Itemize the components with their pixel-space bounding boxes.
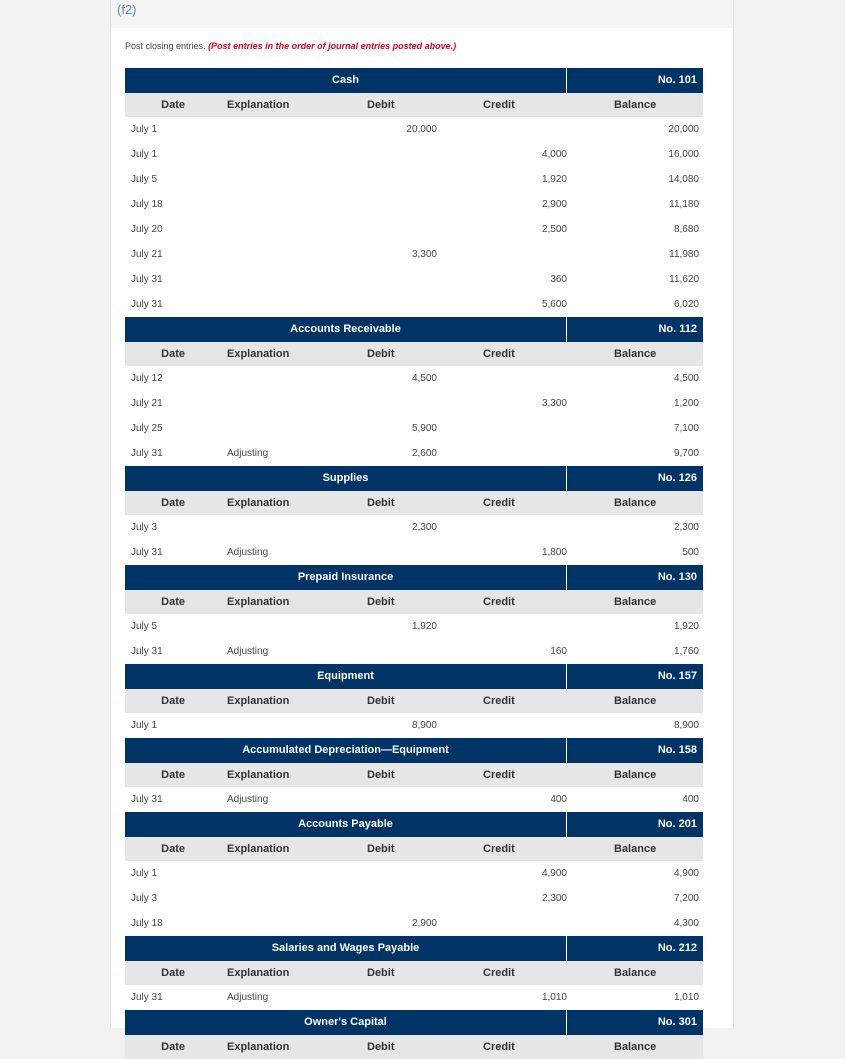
ledger-account (125, 68, 703, 317)
entry-balance: 11,980 (669, 249, 699, 260)
header-explanation: Explanation (227, 596, 290, 608)
entry-date: July 5 (131, 174, 158, 185)
entry-debit (361, 267, 437, 292)
column-header-row (125, 93, 703, 117)
entry-gap (437, 886, 467, 911)
account-title-bar (125, 466, 703, 491)
entry-balance: 1,200 (673, 398, 699, 409)
header-debit: Debit (367, 348, 395, 360)
ledger-row (125, 242, 703, 267)
header-explanation: Explanation (227, 1041, 290, 1053)
entry-explanation (221, 391, 361, 416)
entry-balance: 20,000 (668, 124, 699, 135)
entry-credit (467, 713, 567, 738)
header-date: Date (161, 348, 185, 360)
header-credit: Credit (483, 695, 515, 707)
entry-gap (437, 366, 467, 391)
entry-debit: 4,500 (411, 373, 437, 384)
header-credit: Credit (483, 348, 515, 360)
entry-debit (361, 985, 437, 1010)
entry-credit: 3,300 (541, 398, 567, 409)
entry-date: July 21 (131, 249, 163, 260)
entry-date: July 31 (131, 646, 163, 657)
entry-explanation: Adjusting (227, 992, 269, 1003)
entry-credit (467, 614, 567, 639)
column-header-row (125, 491, 703, 515)
ledger-row (125, 117, 703, 142)
account-title-bar (125, 936, 703, 961)
account-title-bar (125, 317, 703, 342)
entry-gap (437, 639, 467, 664)
header-debit: Debit (367, 843, 395, 855)
header-date: Date (161, 769, 185, 781)
entry-debit (361, 192, 437, 217)
entry-date: July 31 (131, 794, 163, 805)
header-gap (437, 342, 467, 366)
entry-date: July 18 (131, 199, 163, 210)
account-number: No. 130 (567, 565, 703, 590)
entry-explanation (221, 142, 361, 167)
ledger-row (125, 515, 703, 540)
ledger-account (125, 812, 703, 936)
entry-explanation (221, 416, 361, 441)
entry-credit: 160 (550, 646, 567, 657)
entry-explanation (221, 217, 361, 242)
instructions-note: (Post entries in the order of journal entries posted above.) (208, 41, 457, 51)
entry-gap (437, 167, 467, 192)
account-title-bar (125, 738, 703, 763)
entry-date: July 12 (131, 373, 163, 384)
entry-balance: 4,500 (673, 373, 699, 384)
header-date: Date (161, 695, 185, 707)
entry-debit: 8,900 (411, 720, 437, 731)
header-explanation: Explanation (227, 843, 290, 855)
entry-credit (467, 515, 567, 540)
ledger-row (125, 540, 703, 565)
entry-debit (361, 886, 437, 911)
ledger-row (125, 886, 703, 911)
entry-balance: 500 (682, 547, 699, 558)
entry-credit (467, 242, 567, 267)
header-date: Date (161, 596, 185, 608)
entry-date: July 1 (131, 124, 158, 135)
ledger-row (125, 267, 703, 292)
ledger-account (125, 565, 703, 664)
entry-debit: 2,300 (411, 522, 437, 533)
account-name: Salaries and Wages Payable (125, 936, 566, 961)
entry-gap (437, 614, 467, 639)
column-header-row (125, 590, 703, 614)
account-number: No. 112 (567, 317, 703, 342)
column-header-row (125, 342, 703, 366)
account-number: No. 301 (567, 1010, 703, 1035)
header-debit: Debit (367, 967, 395, 979)
entry-balance: 7,100 (673, 423, 699, 434)
account-title-bar (125, 1010, 703, 1035)
entry-explanation: Adjusting (227, 646, 269, 657)
entry-balance: 11,620 (669, 274, 699, 285)
ledger-row (125, 292, 703, 317)
account-number: No. 212 (567, 936, 703, 961)
entry-explanation (221, 292, 361, 317)
entry-explanation (221, 713, 361, 738)
entry-explanation (221, 167, 361, 192)
entry-date: July 1 (131, 149, 158, 160)
entry-debit (361, 540, 437, 565)
ledger-row (125, 985, 703, 1010)
instructions-text: Post closing entries. (125, 41, 206, 51)
entry-balance: 6,020 (673, 299, 699, 310)
ledger-account (125, 466, 703, 565)
ledger-account (125, 1010, 703, 1059)
header-debit: Debit (367, 596, 395, 608)
ledger-row (125, 142, 703, 167)
entry-debit (361, 142, 437, 167)
entry-gap (437, 391, 467, 416)
column-header-row (125, 837, 703, 861)
entry-balance: 1,920 (673, 621, 699, 632)
header-balance: Balance (614, 967, 657, 979)
ledger-account (125, 317, 703, 466)
entry-balance: 16,000 (668, 149, 699, 160)
account-number: No. 201 (567, 812, 703, 837)
entry-gap (437, 911, 467, 936)
entry-debit (361, 217, 437, 242)
ledger-row (125, 217, 703, 242)
entry-debit: 2,600 (411, 448, 437, 459)
header-credit: Credit (483, 596, 515, 608)
header-date: Date (161, 843, 185, 855)
entry-credit (467, 911, 567, 936)
entry-date: July 3 (131, 522, 158, 533)
entry-gap (437, 267, 467, 292)
entry-credit: 1,920 (541, 174, 567, 185)
entry-date: July 1 (131, 868, 158, 879)
header-explanation: Explanation (227, 497, 290, 509)
header-balance: Balance (614, 843, 657, 855)
entry-date: July 5 (131, 621, 158, 632)
header-balance: Balance (614, 497, 657, 509)
header-balance: Balance (614, 1041, 657, 1053)
ledger-row (125, 639, 703, 664)
entry-debit (361, 391, 437, 416)
entry-balance: 14,080 (668, 174, 699, 185)
entry-gap (437, 713, 467, 738)
ledger-row (125, 911, 703, 936)
header-explanation: Explanation (227, 348, 290, 360)
entry-credit: 1,010 (541, 992, 567, 1003)
ledger-row (125, 441, 703, 466)
entry-balance: 4,300 (673, 918, 699, 929)
entry-debit: 3,300 (411, 249, 437, 260)
entry-explanation (221, 911, 361, 936)
instructions (125, 41, 456, 51)
entry-credit: 4,000 (541, 149, 567, 160)
header-credit: Credit (483, 769, 515, 781)
entry-balance: 11,180 (669, 199, 699, 210)
header-credit: Credit (483, 843, 515, 855)
entry-explanation (221, 515, 361, 540)
entry-explanation (221, 267, 361, 292)
entry-date: July 3 (131, 893, 158, 904)
entry-date: July 21 (131, 398, 163, 409)
entry-balance: 400 (682, 794, 699, 805)
entry-credit (467, 441, 567, 466)
header-explanation: Explanation (227, 695, 290, 707)
ledger-account (125, 664, 703, 738)
entry-gap (437, 192, 467, 217)
account-name: Accounts Payable (125, 812, 566, 837)
entry-gap (437, 985, 467, 1010)
header-gap (437, 590, 467, 614)
entry-gap (437, 861, 467, 886)
account-title-bar (125, 812, 703, 837)
header-date: Date (161, 497, 185, 509)
ledger-row (125, 713, 703, 738)
header-debit: Debit (367, 1041, 395, 1053)
entry-explanation: Adjusting (227, 794, 269, 805)
account-number: No. 157 (567, 664, 703, 689)
entry-gap (437, 242, 467, 267)
entry-date: July 31 (131, 274, 163, 285)
section-header (110, 0, 734, 29)
account-name: Equipment (125, 664, 566, 689)
ledger-row (125, 861, 703, 886)
entry-date: July 31 (131, 299, 163, 310)
entry-gap (437, 217, 467, 242)
ledger-account (125, 738, 703, 812)
entry-credit: 1,800 (541, 547, 567, 558)
entry-balance: 4,900 (673, 868, 699, 879)
ledger-row (125, 391, 703, 416)
entry-gap (437, 540, 467, 565)
entry-explanation: Adjusting (227, 448, 269, 459)
section-label: (f2) (117, 2, 137, 17)
entry-date: July 18 (131, 918, 163, 929)
header-balance: Balance (614, 596, 657, 608)
entry-credit (467, 366, 567, 391)
header-gap (437, 491, 467, 515)
account-name: Prepaid Insurance (125, 565, 566, 590)
entry-balance: 7,200 (673, 893, 699, 904)
entry-credit: 400 (550, 794, 567, 805)
entry-explanation (221, 192, 361, 217)
account-name: Owner's Capital (125, 1010, 566, 1035)
entry-credit (467, 416, 567, 441)
column-header-row (125, 1035, 703, 1059)
header-balance: Balance (614, 695, 657, 707)
header-balance: Balance (614, 348, 657, 360)
header-credit: Credit (483, 99, 515, 111)
column-header-row (125, 689, 703, 713)
account-name: Supplies (125, 466, 566, 491)
header-balance: Balance (614, 99, 657, 111)
entry-date: July 20 (131, 224, 163, 235)
header-debit: Debit (367, 99, 395, 111)
entry-credit: 5,600 (541, 299, 567, 310)
header-gap (437, 689, 467, 713)
ledger-account (125, 936, 703, 1010)
entry-debit (361, 787, 437, 812)
entry-debit (361, 639, 437, 664)
account-number: No. 101 (567, 68, 703, 93)
ledger-row (125, 192, 703, 217)
entry-debit: 1,920 (411, 621, 437, 632)
entry-balance: 8,680 (673, 224, 699, 235)
header-gap (437, 837, 467, 861)
entry-credit: 4,900 (541, 868, 567, 879)
column-header-row (125, 961, 703, 985)
entry-debit (361, 167, 437, 192)
column-header-row (125, 763, 703, 787)
ledger-row (125, 787, 703, 812)
header-gap (437, 1035, 467, 1059)
ledger-row (125, 614, 703, 639)
entry-debit (361, 861, 437, 886)
entry-gap (437, 142, 467, 167)
header-credit: Credit (483, 967, 515, 979)
header-balance: Balance (614, 769, 657, 781)
entry-debit (361, 292, 437, 317)
entry-credit: 360 (550, 274, 567, 285)
ledger-accounts (125, 68, 703, 1059)
account-title-bar (125, 565, 703, 590)
entry-balance: 2,300 (673, 522, 699, 533)
header-date: Date (161, 967, 185, 979)
entry-date: July 31 (131, 448, 163, 459)
ledger-row (125, 416, 703, 441)
entry-explanation (221, 366, 361, 391)
entry-credit: 2,900 (541, 199, 567, 210)
header-debit: Debit (367, 695, 395, 707)
header-date: Date (161, 99, 185, 111)
entry-explanation (221, 861, 361, 886)
entry-debit: 5,900 (411, 423, 437, 434)
header-date: Date (161, 1041, 185, 1053)
header-explanation: Explanation (227, 99, 290, 111)
entry-date: July 31 (131, 547, 163, 558)
account-number: No. 158 (567, 738, 703, 763)
ledger-row (125, 366, 703, 391)
entry-gap (437, 416, 467, 441)
ledger-row (125, 167, 703, 192)
entry-gap (437, 515, 467, 540)
entry-date: July 25 (131, 423, 163, 434)
account-name: Accounts Receivable (125, 317, 566, 342)
header-credit: Credit (483, 1041, 515, 1053)
account-name: Accumulated Depreciation—Equipment (125, 738, 566, 763)
entry-explanation (221, 242, 361, 267)
header-debit: Debit (367, 497, 395, 509)
entry-balance: 1,010 (673, 992, 699, 1003)
header-debit: Debit (367, 769, 395, 781)
entry-balance: 8,900 (673, 720, 699, 731)
header-explanation: Explanation (227, 769, 290, 781)
header-gap (437, 93, 467, 117)
entry-date: July 31 (131, 992, 163, 1003)
entry-explanation (221, 117, 361, 142)
header-gap (437, 961, 467, 985)
entry-debit: 20,000 (406, 124, 437, 135)
entry-credit: 2,300 (541, 893, 567, 904)
entry-credit: 2,500 (541, 224, 567, 235)
account-number: No. 126 (567, 466, 703, 491)
entry-debit: 2,900 (411, 918, 437, 929)
entry-explanation (221, 614, 361, 639)
entry-balance: 9,700 (673, 448, 699, 459)
entry-date: July 1 (131, 720, 158, 731)
entry-explanation: Adjusting (227, 547, 269, 558)
account-title-bar (125, 664, 703, 689)
entry-explanation (221, 886, 361, 911)
entry-gap (437, 441, 467, 466)
header-gap (437, 763, 467, 787)
entry-gap (437, 117, 467, 142)
account-title-bar (125, 68, 703, 93)
header-explanation: Explanation (227, 967, 290, 979)
entry-gap (437, 787, 467, 812)
account-name: Cash (125, 68, 566, 93)
entry-balance: 1,760 (673, 646, 699, 657)
header-credit: Credit (483, 497, 515, 509)
entry-credit (467, 117, 567, 142)
entry-gap (437, 292, 467, 317)
